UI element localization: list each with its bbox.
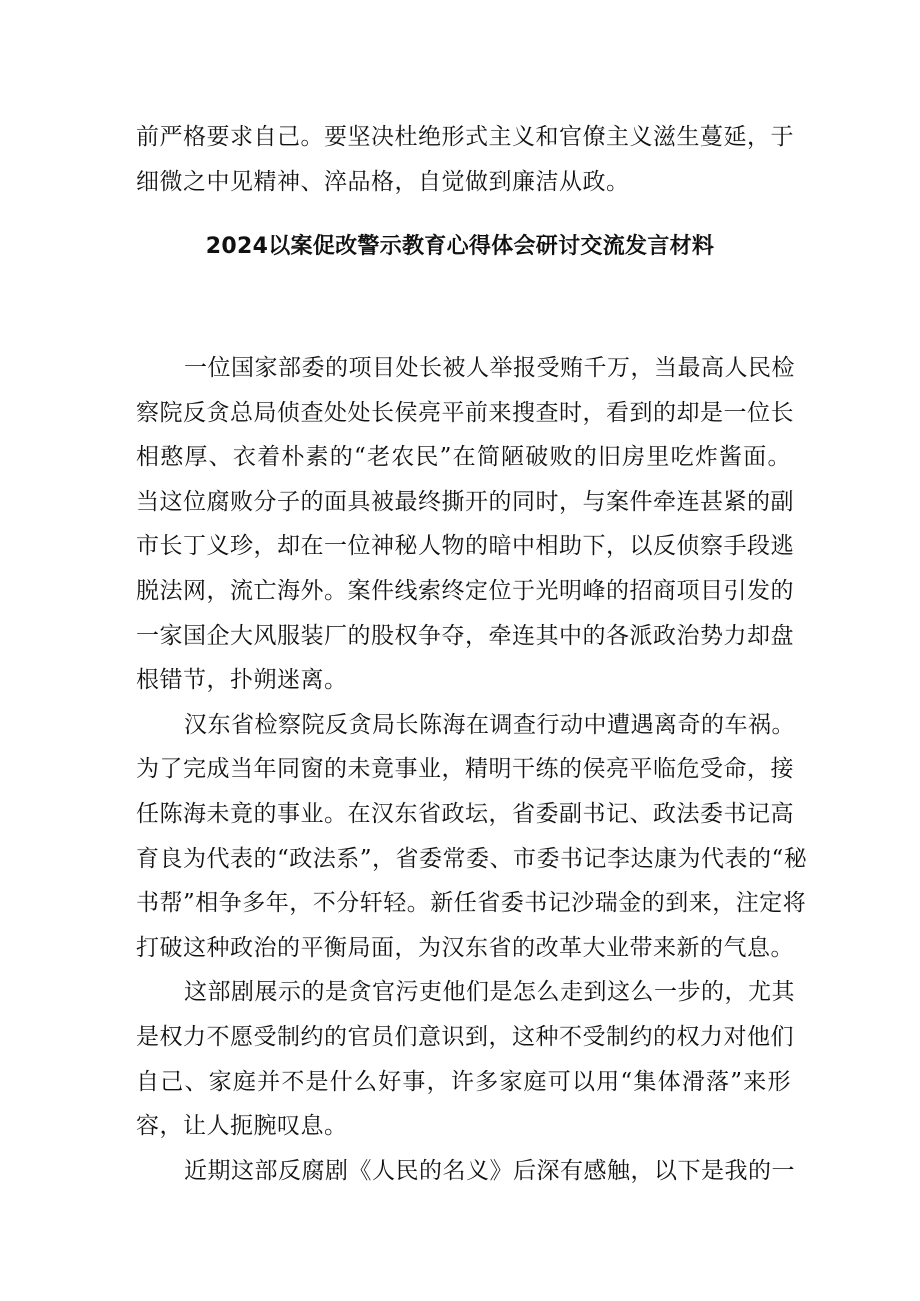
text-line: 为了完成当年同窗的未竟事业，精明干练的侯亮平临危受命，接 xyxy=(136,756,794,783)
text-line: 是权力不愿受制约的官员们意识到，这种不受制约的权力对他们 xyxy=(136,1023,794,1050)
text-line: 一位国家部委的项目处长被人举报受贿千万，当最高人民检 xyxy=(184,355,795,381)
text-line: 根错节，扑朔迷离。 xyxy=(136,667,348,694)
text-line: 近期这部反腐剧《人民的名义》后深有感触，以下是我的一 xyxy=(184,1157,795,1184)
text-line: 一家国企大风服装厂的股权争夺，牵连其中的各派政治势力却盘 xyxy=(136,622,794,649)
text-line: 书帮”相争多年，不分轩轻。新任省委书记沙瑞金的到来，注定将 xyxy=(136,890,807,917)
text-line: 育良为代表的“政法系”，省委常委、市委书记李达康为代表的“秘 xyxy=(136,845,808,872)
text-line: 前严格要求自己。要坚决杜绝形式主义和官僚主义滋生蔓延，于 xyxy=(136,124,794,150)
top-paragraph xyxy=(136,115,794,204)
text-line: 这部剧展示的是贪官污吏他们是怎么走到这么一步的，尤其 xyxy=(184,979,795,1006)
document-title: 2024以案促改警示教育心得体会研讨交流发言材料 xyxy=(205,234,715,259)
text-line: 打破这种政治的平衡局面，为汉东省的改革大业带来新的气息。 xyxy=(136,934,794,961)
body-text xyxy=(136,346,808,1193)
text-line: 自己、家庭并不是什么好事，许多家庭可以用“集体滑落”来形 xyxy=(136,1068,791,1095)
text-line: 察院反贪总局侦查处处长侯亮平前来搜查时，看到的却是一位长 xyxy=(136,399,794,426)
text-line: 细微之中见精神、淬品格，自觉做到廉洁从政。 xyxy=(136,168,630,195)
text-line: 任陈海未竟的事业。在汉东省政坛，省委副书记、政法委书记高 xyxy=(136,800,794,827)
text-line: 汉东省检察院反贪局长陈海在调查行动中遭遇离奇的车祸。 xyxy=(184,711,795,738)
text-line: 容，让人扼腕叹息。 xyxy=(136,1113,348,1140)
text-line: 脱法网，流亡海外。案件线索终定位于光明峰的招商项目引发的 xyxy=(136,577,794,604)
text-line: 市长丁义珍，却在一位神秘人物的暗中相助下，以反侦察手段逃 xyxy=(136,533,794,560)
text-line: 相憨厚、衣着朴素的“老农民”在简陋破败的旧房里吃炸酱面。 xyxy=(136,444,791,471)
text-line: 当这位腐败分子的面具被最终撕开的同时，与案件牵连甚紧的副 xyxy=(136,488,794,515)
